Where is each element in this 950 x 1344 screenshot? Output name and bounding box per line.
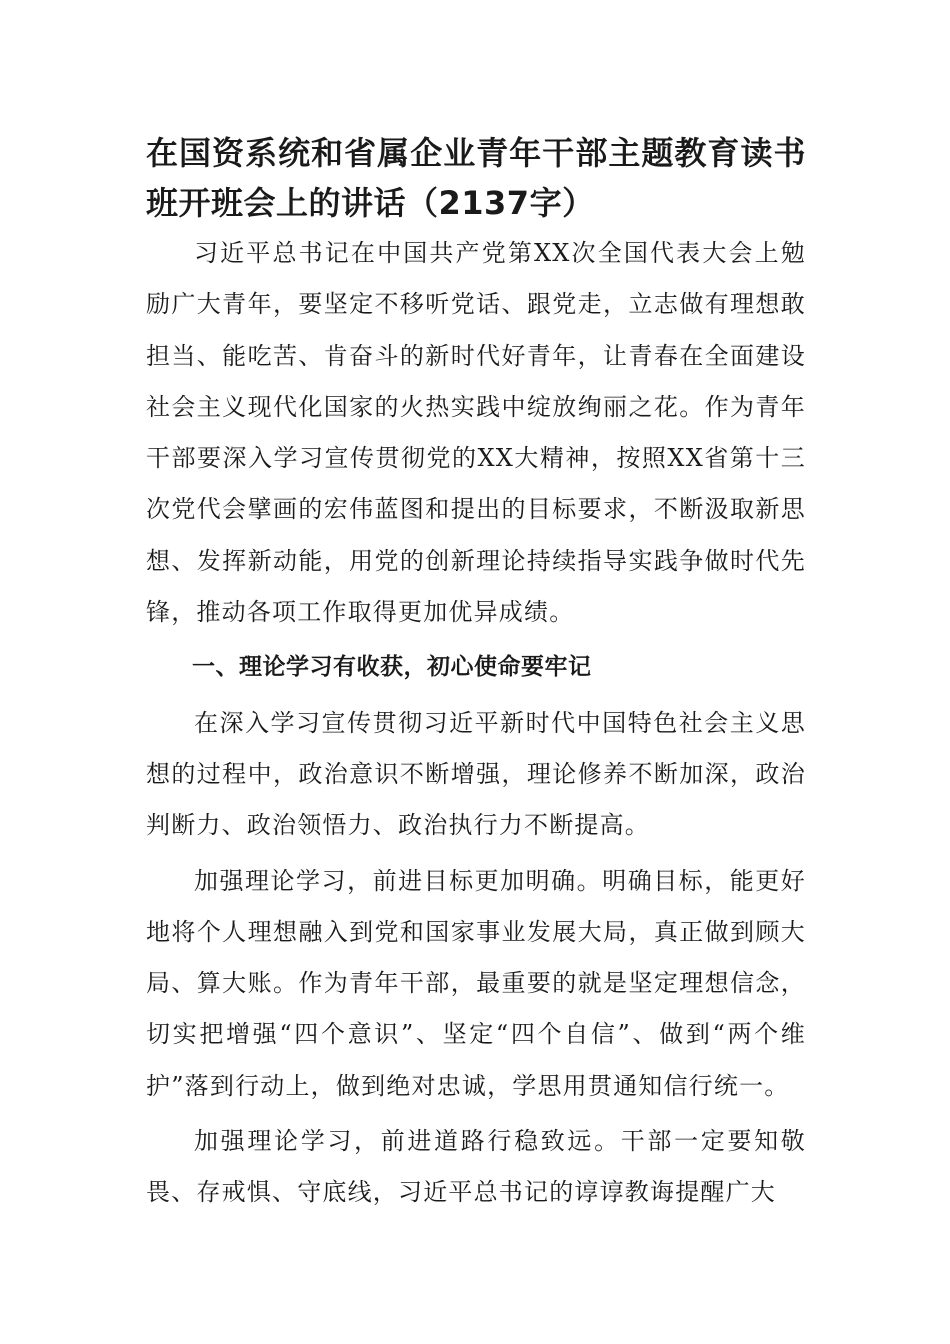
document-title: 在国资系统和省属企业青年干部主题教育读书班开班会上的讲话（2137字） [146,134,806,222]
section1-paragraph-1: 在深入学习宣传贯彻习近平新时代中国特色社会主义思想的过程中，政治意识不断增强，理论修养不断加深，政治判断力、政治领悟力、政治执行力不断提高。 [146,708,806,840]
section1-paragraph-2: 加强理论学习，前进目标更加明确。明确目标，能更好地将个人理想融入到党和国家事业发展大局，真正做到顾大局、算大账。作为青年干部，最重要的就是坚定理想信念，切实把增强“四个意识”、坚定“四个自信”、做到“两个维护”落到行动上，做到绝对忠诚，学思用贯通知信行统一。 [146,866,806,1100]
section-heading-1: 一、理论学习有收获，初心使命要牢记 [192,654,592,681]
section1-paragraph-3: 加强理论学习，前进道路行稳致远。干部一定要知敬畏、存戒惧、守底线，习近平总书记的谆谆教诲提醒广大 [146,1127,806,1207]
intro-paragraph: 习近平总书记在中国共产党第XX次全国代表大会上勉励广大青年，要坚定不移听党话、跟党走，立志做有理想敢担当、能吃苦、肯奋斗的新时代好青年，让青春在全面建设社会主义现代化国家的火热实践中绽放绚丽之花。作为青年干部要深入学习宣传贯彻党的XX大精神，按照XX省第十三次党代会擘画的宏伟蓝图和提出的目标要求，不断汲取新思想、发挥新动能，用党的创新理论持续指导实践争做时代先锋，推动各项工作取得更加优异成绩。 [146,239,806,627]
document-body [146,128,806,1219]
